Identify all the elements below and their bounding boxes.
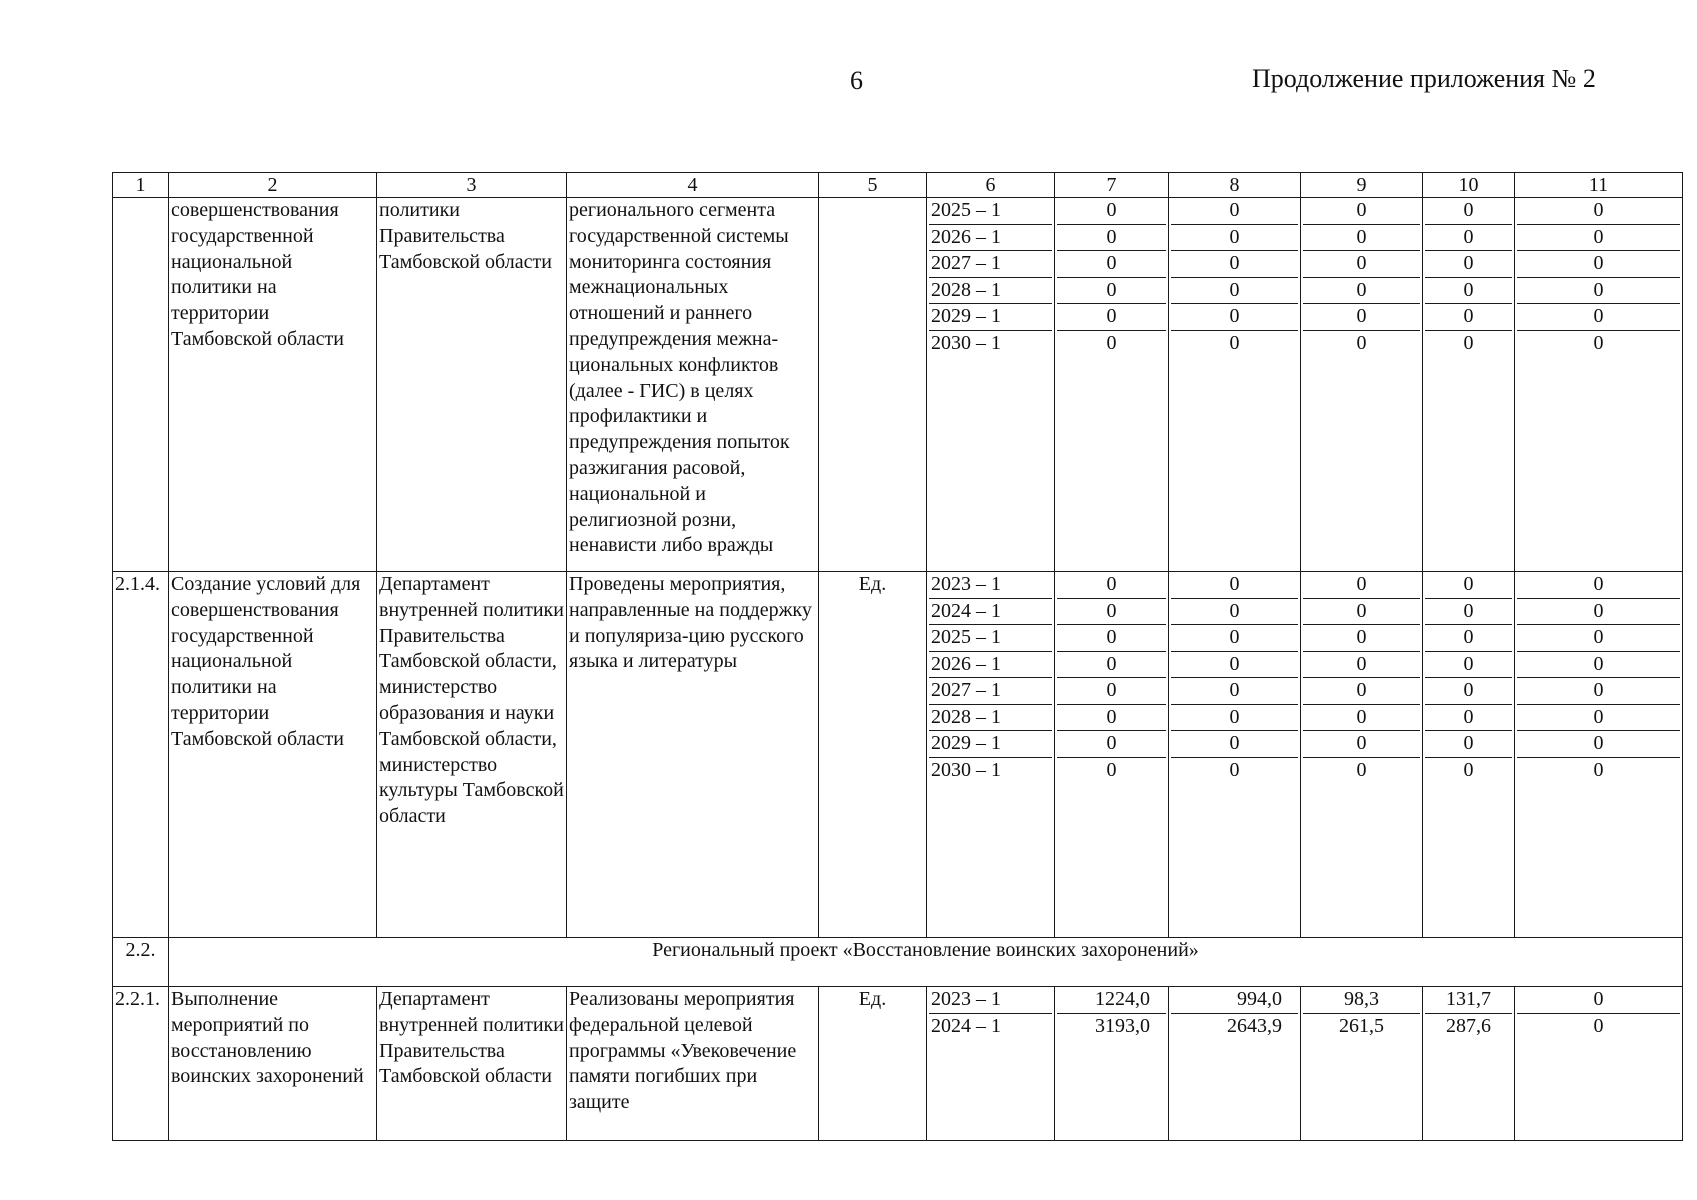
cell-value: 0 (1517, 225, 1680, 252)
row-number: 2.2.1. (113, 987, 169, 1141)
cell-value: 0 (1303, 678, 1420, 705)
year-value: 2027 – 1 (929, 678, 1052, 705)
cell-value: 0 (1425, 652, 1512, 679)
cell-value: 0 (1229, 758, 1240, 781)
cell-value: 0 (1171, 705, 1298, 732)
year-list (927, 572, 1055, 938)
column-header: 4 (567, 173, 819, 198)
cell-value: 0 (1057, 572, 1166, 599)
responsible-executor: Департамент внутренней политики Правительства Тамбовской области (377, 987, 567, 1141)
measure-name: Создание условий для совершенствования государственной национальной политики на территории Тамбовской области (169, 572, 377, 938)
cell-value: 0 (1425, 572, 1512, 599)
cell-value: 0 (1517, 304, 1680, 331)
table-row (113, 572, 1683, 938)
value-list-col11 (1515, 572, 1683, 938)
cell-value: 0 (1171, 278, 1298, 305)
year-value: 2026 – 1 (929, 225, 1052, 252)
unit-of-measure (819, 198, 927, 572)
measure-name: совершенствования государственной национальной политики на территории Тамбовской области (169, 198, 377, 572)
unit-of-measure: Ед. (819, 572, 927, 938)
row-number (113, 198, 169, 572)
cell-value: 0 (1057, 198, 1166, 225)
cell-value: 0 (1171, 198, 1298, 225)
cell-value: 0 (1106, 331, 1117, 354)
cell-value: 0 (1593, 758, 1604, 781)
cell-value: 0 (1171, 731, 1298, 758)
cell-value: 0 (1303, 225, 1420, 252)
cell-value: 0 (1425, 731, 1512, 758)
responsible-executor: политики Правительства Тамбовской области (377, 198, 567, 572)
cell-value: 0 (1229, 331, 1240, 354)
cell-value: 0 (1517, 198, 1680, 225)
column-header: 11 (1515, 173, 1683, 198)
year-list (927, 198, 1055, 572)
value-list-col9 (1301, 987, 1423, 1141)
year-value: 2024 – 1 (931, 1014, 1001, 1037)
program-table (112, 172, 1683, 1141)
year-value: 2029 – 1 (929, 304, 1052, 331)
cell-value: 0 (1171, 625, 1298, 652)
column-header: 8 (1169, 173, 1301, 198)
cell-value: 0 (1517, 599, 1680, 626)
cell-value: 0 (1303, 731, 1420, 758)
year-value: 2028 – 1 (929, 705, 1052, 732)
unit-of-measure: Ед. (819, 987, 927, 1141)
cell-value: 0 (1425, 278, 1512, 305)
value-list-col10 (1423, 572, 1515, 938)
cell-value: 0 (1463, 331, 1474, 354)
table-row (113, 198, 1683, 572)
column-header: 2 (169, 173, 377, 198)
cell-value: 0 (1057, 705, 1166, 732)
cell-value: 0 (1356, 758, 1367, 781)
cell-value: 0 (1517, 731, 1680, 758)
year-value: 2025 – 1 (929, 625, 1052, 652)
cell-value: 0 (1425, 251, 1512, 278)
cell-value: 0 (1303, 251, 1420, 278)
year-value: 2025 – 1 (929, 198, 1052, 225)
cell-value: 0 (1057, 625, 1166, 652)
column-header: 3 (377, 173, 567, 198)
cell-value: 0 (1517, 705, 1680, 732)
cell-value: 0 (1057, 678, 1166, 705)
cell-value: 0 (1057, 599, 1166, 626)
cell-value: 0 (1057, 304, 1166, 331)
year-value: 2029 – 1 (929, 731, 1052, 758)
value-list-col9 (1301, 198, 1423, 572)
year-value: 2028 – 1 (929, 278, 1052, 305)
cell-value: 0 (1425, 678, 1512, 705)
cell-value: 0 (1303, 304, 1420, 331)
cell-value: 0 (1303, 278, 1420, 305)
value-list-col10 (1423, 987, 1515, 1141)
expected-result: Реализованы мероприятия федеральной целевой программы «Увековечение памяти погибших при защите (567, 987, 819, 1141)
year-value: 2023 – 1 (929, 572, 1052, 599)
cell-value: 0 (1425, 705, 1512, 732)
cell-value: 0 (1517, 625, 1680, 652)
cell-value: 0 (1303, 705, 1420, 732)
cell-value: 0 (1171, 599, 1298, 626)
cell-value: 0 (1171, 572, 1298, 599)
column-header: 9 (1301, 173, 1423, 198)
column-header: 1 (113, 173, 169, 198)
cell-value: 0 (1303, 572, 1420, 599)
cell-value: 2643,9 (1227, 1014, 1282, 1037)
cell-value: 0 (1517, 678, 1680, 705)
cell-value: 131,7 (1425, 987, 1512, 1014)
year-value: 2030 – 1 (931, 331, 1001, 354)
cell-value: 287,6 (1446, 1014, 1491, 1037)
column-header: 5 (819, 173, 927, 198)
appendix-title: Продолжение приложения № 2 (1252, 64, 1596, 93)
expected-result: Проведены мероприятия, направленные на поддержку и популяриза-цию русского языка и литературы (567, 572, 819, 938)
value-list-col11 (1515, 987, 1683, 1141)
cell-value: 261,5 (1339, 1014, 1384, 1037)
cell-value: 0 (1057, 731, 1166, 758)
value-list-col9 (1301, 572, 1423, 938)
cell-value: 0 (1106, 758, 1117, 781)
cell-value: 0 (1517, 987, 1680, 1014)
value-list-col7 (1055, 572, 1169, 938)
value-list-col7 (1055, 198, 1169, 572)
value-list-col10 (1423, 198, 1515, 572)
expected-result: регионального сегмента государственной системы мониторинга состояния межнациональных отношений и раннего предупреждения межна-циональных конфликтов (далее - ГИС) в целях профилактики и предупреждения попыток разжигания расовой, национальной и религиозной розни, ненависти либо вражды (567, 198, 819, 572)
value-list-col8 (1169, 572, 1301, 938)
column-header: 7 (1055, 173, 1169, 198)
cell-value: 98,3 (1303, 987, 1420, 1014)
cell-value: 0 (1463, 758, 1474, 781)
responsible-executor: Департамент внутренней политики Правительства Тамбовской области, министерство образования и науки Тамбовской области, министерство культуры Тамбовской области (377, 572, 567, 938)
cell-value: 0 (1303, 198, 1420, 225)
column-header: 10 (1423, 173, 1515, 198)
cell-value: 0 (1517, 572, 1680, 599)
year-value: 2027 – 1 (929, 251, 1052, 278)
cell-value: 0 (1303, 599, 1420, 626)
cell-value: 3193,0 (1095, 1014, 1150, 1037)
cell-value: 0 (1425, 304, 1512, 331)
cell-value: 0 (1171, 678, 1298, 705)
cell-value: 0 (1171, 225, 1298, 252)
value-list-col11 (1515, 198, 1683, 572)
value-list-col8 (1169, 987, 1301, 1141)
year-value: 2030 – 1 (931, 758, 1001, 781)
cell-value: 0 (1171, 652, 1298, 679)
section-row (113, 938, 1683, 987)
cell-value: 0 (1517, 278, 1680, 305)
table-header-row (113, 173, 1683, 198)
measure-name: Выполнение мероприятий по восстановлению воинских захоронений (169, 987, 377, 1141)
cell-value: 0 (1171, 251, 1298, 278)
cell-value: 0 (1425, 225, 1512, 252)
year-value: 2023 – 1 (929, 987, 1052, 1014)
cell-value: 0 (1425, 198, 1512, 225)
cell-value: 0 (1517, 251, 1680, 278)
value-list-col8 (1169, 198, 1301, 572)
column-header: 6 (927, 173, 1055, 198)
cell-value: 0 (1057, 652, 1166, 679)
cell-value: 0 (1057, 251, 1166, 278)
cell-value: 0 (1057, 225, 1166, 252)
cell-value: 0 (1303, 625, 1420, 652)
cell-value: 0 (1425, 599, 1512, 626)
cell-value: 0 (1057, 278, 1166, 305)
cell-value: 0 (1425, 625, 1512, 652)
section-title: Региональный проект «Восстановление воинских захоронений» (169, 938, 1683, 987)
year-value: 2026 – 1 (929, 652, 1052, 679)
cell-value: 0 (1517, 652, 1680, 679)
table-row (113, 987, 1683, 1141)
cell-value: 994,0 (1171, 987, 1298, 1014)
page-number: 6 (850, 66, 863, 95)
year-value: 2024 – 1 (929, 599, 1052, 626)
cell-value: 0 (1171, 304, 1298, 331)
year-list (927, 987, 1055, 1141)
cell-value: 0 (1593, 1014, 1604, 1037)
cell-value: 0 (1593, 331, 1604, 354)
row-number: 2.1.4. (113, 572, 169, 938)
cell-value: 0 (1303, 652, 1420, 679)
cell-value: 1224,0 (1057, 987, 1166, 1014)
value-list-col7 (1055, 987, 1169, 1141)
cell-value: 0 (1356, 331, 1367, 354)
row-number: 2.2. (113, 938, 169, 987)
